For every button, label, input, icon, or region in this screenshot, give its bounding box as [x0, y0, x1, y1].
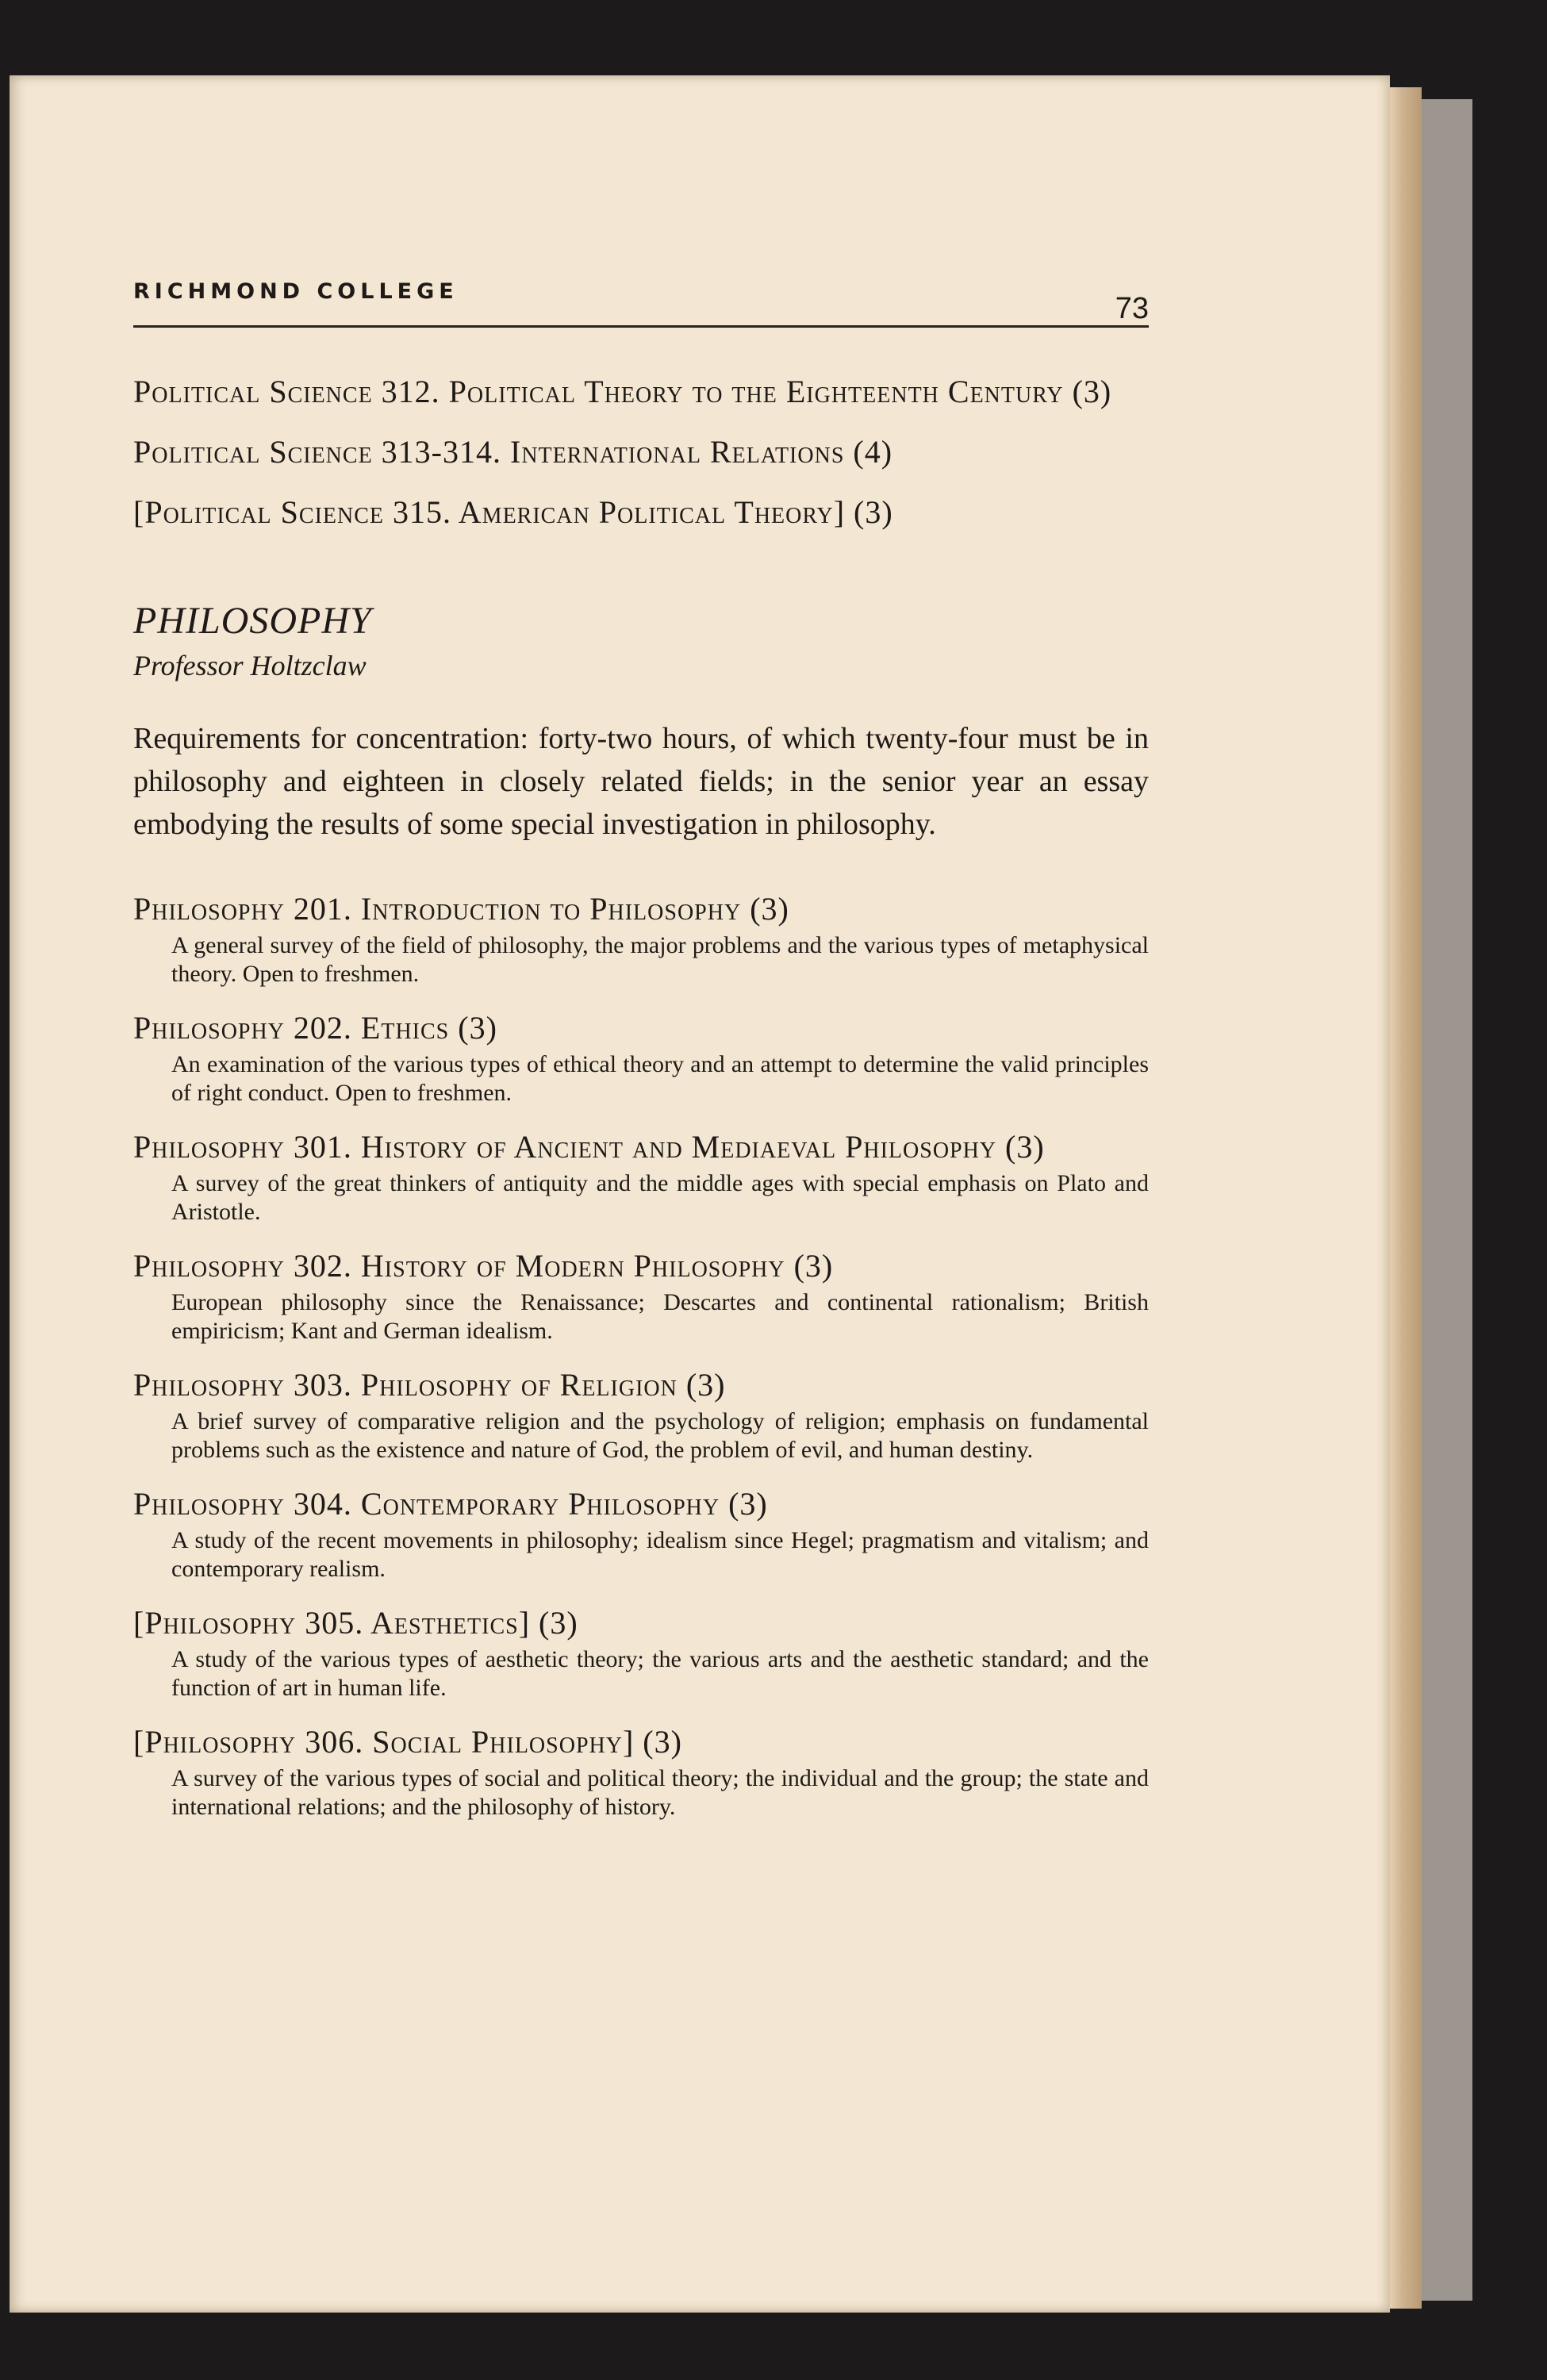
political-science-313-314-heading: Political Science 313-314. International Relations (4): [133, 434, 893, 470]
course-description: A survey of the various types of social and political theory; the individual and the group; the state and international relations; and the philosophy of history.: [171, 1765, 1149, 1820]
course-description: A study of the various types of aesthetic theory; the various arts and the aesthetic standard; and the function of art in human life.: [171, 1646, 1149, 1701]
philosophy-course-list: [133, 887, 1149, 1821]
course-heading: [Philosophy 305. Aesthetics] (3): [133, 1605, 578, 1641]
political-science-312-heading: Political Science 312. Political Theory to the Eighteenth Century (3): [133, 374, 1112, 409]
department-title: PHILOSOPHY: [133, 600, 372, 642]
course-heading: Philosophy 304. Contemporary Philosophy (3): [133, 1486, 768, 1522]
course-heading: [Philosophy 306. Social Philosophy] (3): [133, 1724, 682, 1760]
running-head-title: RICHMOND COLLEGE: [133, 279, 459, 304]
political-science-courses: [133, 369, 1149, 536]
course-philosophy-301: [133, 1125, 1149, 1226]
course-heading: Philosophy 303. Philosophy of Religion (3): [133, 1367, 726, 1403]
course-philosophy-304: [133, 1482, 1149, 1583]
department-professor: Professor Holtzclaw: [133, 650, 367, 681]
political-science-315-heading: [Political Science 315. American Political Theory] (3): [133, 494, 893, 530]
course-heading: Philosophy 301. History of Ancient and Mediaeval Philosophy (3): [133, 1129, 1045, 1165]
course-description: A study of the recent movements in philosophy; idealism since Hegel; pragmatism and vitalism; and contemporary realism.: [171, 1527, 1149, 1582]
course-philosophy-201: [133, 887, 1149, 988]
course-philosophy-302: [133, 1244, 1149, 1345]
course-philosophy-303: [133, 1363, 1149, 1464]
page-edges: [1390, 87, 1422, 2309]
course-philosophy-306: [133, 1720, 1149, 1821]
concentration-requirements: Requirements for concentration: forty-two hours, of which twenty-four must be in philosophy and eighteen in closely related fields; in the senior year an essay embodying the results of some special investigation in philosophy.: [133, 722, 1149, 841]
course-description: An examination of the various types of ethical theory and an attempt to determine the valid principles of right conduct. Open to freshmen.: [171, 1051, 1149, 1106]
page-number: 73: [1115, 292, 1149, 325]
course-description: A general survey of the field of philosophy, the major problems and the various types of metaphysical theory. Open to freshmen.: [171, 932, 1149, 987]
course-heading: Philosophy 201. Introduction to Philosophy (3): [133, 891, 789, 927]
course-description: A survey of the great thinkers of antiquity and the middle ages with special emphasis on Plato and Aristotle.: [171, 1170, 1149, 1225]
course-heading: Philosophy 202. Ethics (3): [133, 1010, 497, 1046]
course-description: A brief survey of comparative religion and the psychology of religion; emphasis on fundamental problems such as the existence and nature of God, the problem of evil, and human destiny.: [171, 1408, 1149, 1463]
course-description: European philosophy since the Renaissance; Descartes and continental rationalism; British empiricism; Kant and German idealism.: [171, 1289, 1149, 1344]
running-head: [133, 270, 1149, 328]
page-content: [133, 270, 1149, 1839]
course-philosophy-202: [133, 1006, 1149, 1107]
course-heading: Philosophy 302. History of Modern Philosophy (3): [133, 1248, 834, 1284]
course-philosophy-305: [133, 1601, 1149, 1702]
book-cover-board: [1422, 99, 1472, 2301]
